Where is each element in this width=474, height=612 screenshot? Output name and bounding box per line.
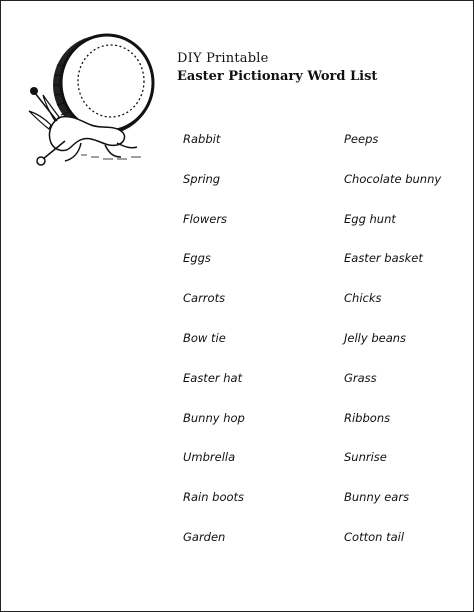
word-item: Bow tie (183, 330, 226, 345)
word-item: Umbrella (183, 450, 236, 465)
word-item: Rabbit (183, 132, 221, 146)
word-item: Garden (183, 529, 226, 544)
word-item: Ribbons (344, 410, 391, 425)
word-item: Flowers (183, 211, 228, 226)
word-item: Bunny hop (183, 410, 245, 425)
word-item: Cotton tail (344, 529, 405, 544)
word-item: Jelly beans (344, 330, 407, 345)
page-subtitle: DIY Printable (177, 51, 269, 66)
word-item: Grass (344, 370, 377, 385)
word-item: Peeps (344, 132, 379, 146)
word-list-left (183, 131, 245, 569)
word-item: Carrots (183, 291, 226, 306)
word-item: Chicks (344, 291, 382, 306)
word-item: Easter hat (183, 370, 243, 385)
word-list-right (344, 131, 441, 569)
word-item: Eggs (183, 251, 211, 266)
header (177, 51, 377, 85)
word-item: Spring (183, 171, 221, 186)
rabbit-carrying-drum-icon (21, 25, 171, 175)
word-item: Easter basket (344, 251, 423, 266)
word-item: Sunrise (344, 450, 387, 465)
word-item: Rain boots (183, 490, 245, 505)
page-title: Easter Pictionary Word List (177, 69, 378, 84)
word-item: Chocolate bunny (344, 171, 442, 186)
word-item: Egg hunt (344, 211, 396, 226)
word-item: Bunny ears (344, 490, 410, 505)
